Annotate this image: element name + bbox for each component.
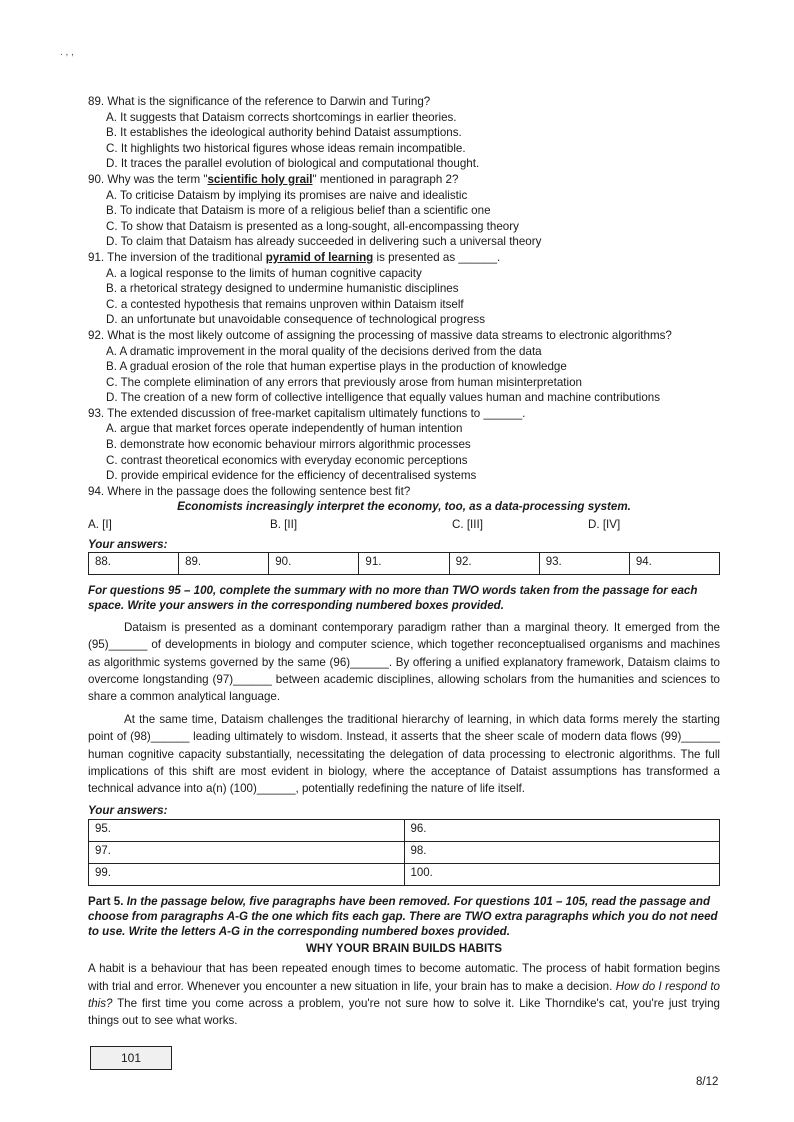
answers-label: Your answers: [88,804,168,818]
highlighted-term: scientific holy grail [207,172,313,186]
option: B. a rhetorical strategy designed to undermine humanistic disciplines [106,282,459,296]
question-89: 89. What is the significance of the reference to Darwin and Turing? [88,95,431,108]
option: A. To criticise Dataism by implying its promises are naive and idealistic [106,188,468,202]
choice: D. [IV] [588,518,621,532]
question-93: 93. The extended discussion of free-market capitalism ultimately functions to ______. [88,406,526,420]
answer-box[interactable]: 91. [359,553,449,575]
option: B. It establishes the ideological authority behind Dataist assumptions. [106,126,462,140]
answer-box[interactable]: 97. [89,841,405,863]
answer-box[interactable]: 100. [404,863,720,885]
answer-box[interactable]: 88. [89,553,179,575]
question-90: 90. Why was the term "scientific holy grail" mentioned in paragraph 2? [88,172,459,186]
insert-sentence: Economists increasingly interpret the economy, too, as a data-processing system. [177,500,631,514]
scan-specks: . , , [60,47,74,58]
option: D. The creation of a new form of collective intelligence that equally values human and machine contributions [106,391,661,405]
summary-paragraph: At the same time, Dataism challenges the traditional hierarchy of learning, in which data forms merely the starting point of (98)______ leading ultimately to wisdom. Instead, it asserts that the sheer scale of modern data flows (99)______ human cognitive capacity substantially, necessitating the delegation of data processing to electronic algorithms. The full implications of this shift are most evident in biology, where the acceptance of Dataist assumptions has transformed a technical advance into a(n) (100)______, potentially redefining the nature of life itself. [88,713,720,796]
part5-instruction: Part 5. In the passage below, five paragraphs have been removed. For questions 101 – 105, read the passage and choose from paragraphs A-G the one which fits each gap. There are TWO extra paragraphs which you do not need to use. Write the letters A-G in the corresponding numbered boxes provided. [88,894,718,938]
answer-box[interactable]: 95. [89,819,405,841]
option: C. It highlights two historical figures whose ideas remain incompatible. [106,141,466,155]
option: C. a contested hypothesis that remains unproven within Dataism itself [106,297,464,311]
choice: A. [I] [88,518,112,532]
answer-box[interactable]: 98. [404,841,720,863]
highlighted-term: pyramid of learning [265,250,374,264]
option: C. The complete elimination of any errors that previously arose from human misinterpretation [106,375,582,389]
question-94: 94. Where in the passage does the following sentence best fit? [88,484,411,498]
option: A. argue that market forces operate independently of human intention [106,422,463,436]
choice: C. [III] [452,518,483,532]
page-number: 8/12 [696,1076,719,1088]
choice: B. [II] [270,518,298,532]
answer-grid-95-100 [88,819,720,886]
option: C. To show that Dataism is presented as a long-sought, all-encompassing theory [106,219,519,233]
answer-box[interactable]: 90. [269,553,359,575]
option: B. A gradual erosion of the role that human expertise plays in the production of knowledge [106,360,567,374]
option: D. provide empirical evidence for the efficiency of decentralised systems [106,469,477,483]
summary-instruction: For questions 95 – 100, complete the summary with no more than TWO words taken from the passage for each space. Write your answers in the corresponding numbered boxes provided. [88,584,698,613]
option: B. demonstrate how economic behaviour mirrors algorithmic processes [106,438,471,452]
question-91: 91. The inversion of the traditional pyramid of learning is presented as ______. [88,250,501,264]
option: B. To indicate that Dataism is more of a religious belief than a scientific one [106,204,491,218]
answer-box-101[interactable]: 101 [90,1046,172,1070]
answer-box[interactable]: 94. [629,553,719,575]
answer-box[interactable]: 96. [404,819,720,841]
question-92: 92. What is the most likely outcome of assigning the processing of massive data streams to electronic algorithms? [88,328,672,342]
option: A. a logical response to the limits of human cognitive capacity [106,266,422,280]
passage-paragraph: A habit is a behaviour that has been repeated enough times to become automatic. The process of habit formation begins with trial and error. Whenever you encounter a new situation in life, your brain has to make a decision. How do I respond to this? The first time you come across a problem, you're not sure how to solve it. Like Thorndike's cat, you're just trying things out to see what works. [88,962,721,1028]
option: D. It traces the parallel evolution of biological and computational thought. [106,157,480,171]
answer-grid-88-94 [88,552,720,575]
summary-paragraph: Dataism is presented as a dominant contemporary paradigm rather than a marginal theory. It emerged from the (95)______ of developments in biology and computer science, which together reconceptualised organisms and machines as algorithmic systems governed by the same (96)______. By offering a unified explanatory framework, Dataism claims to overcome longstanding (97)______ between academic disciplines, allowing scholars from the humanities and sciences to share a common analytical language. [88,621,720,704]
position-choices [88,517,720,533]
passage-title: WHY YOUR BRAIN BUILDS HABITS [305,941,503,955]
answer-box[interactable]: 92. [449,553,539,575]
answer-box[interactable]: 99. [89,863,405,885]
answer-box[interactable]: 93. [539,553,629,575]
option: D. To claim that Dataism has already succeeded in delivering such a universal theory [106,235,542,249]
answers-label: Your answers: [88,537,168,551]
option: A. A dramatic improvement in the moral quality of the decisions derived from the data [106,344,542,358]
option: D. an unfortunate but unavoidable consequence of technological progress [106,313,485,327]
answer-box[interactable]: 89. [179,553,269,575]
option: C. contrast theoretical economics with everyday economic perceptions [106,453,468,467]
option: A. It suggests that Dataism corrects shortcomings in earlier theories. [106,110,457,124]
page-content [88,94,720,1035]
